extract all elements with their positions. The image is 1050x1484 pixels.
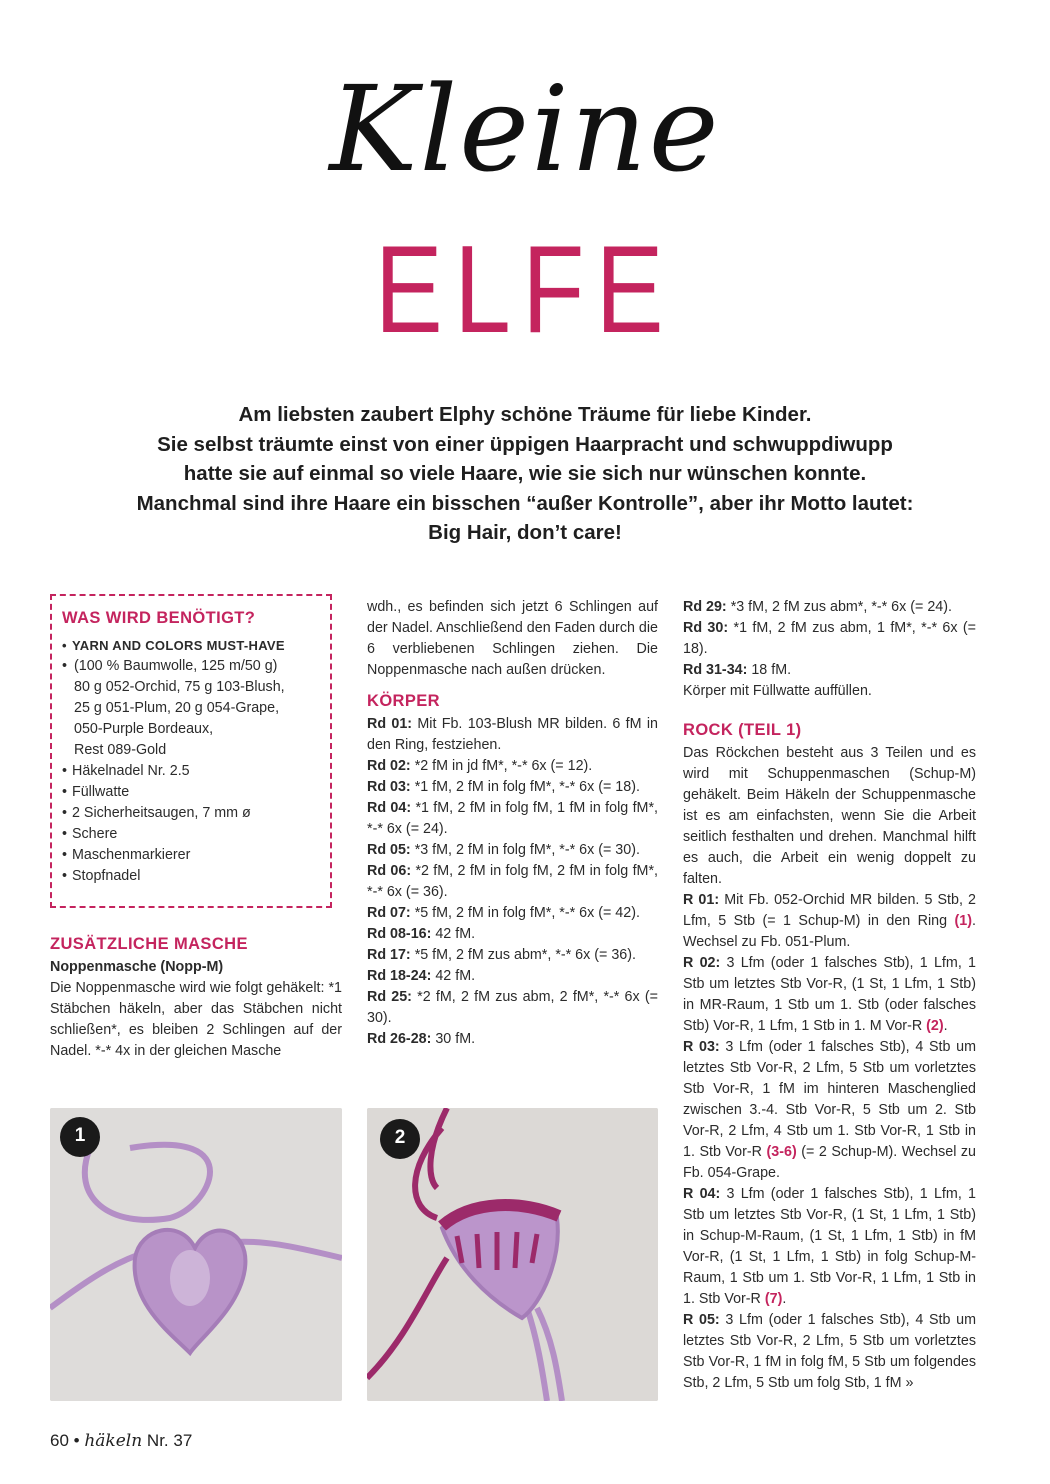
intro-text (60, 400, 990, 548)
body-heading: KÖRPER (367, 692, 440, 710)
row-text: *1 fM, 2 fM in folg fM*, *-* 6x (= 18). (414, 779, 640, 795)
skirt-row-r04: R 04: 3 Lfm (oder 1 falsches Stb), 1 Lfm, 1 Stb um letztes Stb Vor-R, (1 St, 1 Lfm, 1 Stb) in Schup-M-Raum, (1 St, 1 Lfm, 1 Stb) in fM Vor-R, (1 St, 1 Lfm, 1 Stb) in folg Schup-M-Raum, 1 Stb um 1. Stb Vor-R, 1 Lfm, 1 Stb in 1. Stb Vor-R (7). (683, 1186, 976, 1307)
pattern-row (367, 861, 658, 903)
yarn-details (62, 656, 320, 761)
row-text: *3 fM, 2 fM zus abm*, *-* 6x (= 24). (730, 599, 952, 615)
skirt-row-r05: R 05: 3 Lfm (oder 1 falsches Stb), 4 Stb um letztes Stb Vor-R, 2 Lfm, 5 Stb um vorletztes Stb Vor-R, 1 fM in folg fM, 5 Stb um folgendes Stb, 2 Lfm, 5 Stb um folg Stb, 1 fM » (683, 1312, 976, 1391)
requirement-item: • 2 Sicherheitsaugen, 7 mm ø (62, 803, 320, 824)
page-number: 60 (50, 1431, 69, 1450)
issue-number: Nr. 37 (146, 1431, 193, 1450)
skirt-row-r03: R 03: 3 Lfm (oder 1 falsches Stb), 4 Stb um letztes Stb Vor-R, 2 Lfm, 5 Stb um vorletztes Stb Vor-R, 1 fM im hinteren Maschenglied zwischen 3.-4. Stb Vor-R, 5 Stb um 2. Stb Vor-R, 2 Lfm, 4 Stb um 1. Stb Vor-R, 1 Stb in 1. Stb Vor-R (3-6) (= 2 Schup-M). Wechsel zu Fb. 054-Grape. (683, 1039, 976, 1181)
row-label: Rd 06: (367, 863, 412, 879)
pattern-row (367, 714, 658, 756)
requirement-item: • Maschenmarkierer (62, 845, 320, 866)
requirement-item: • Stopfnadel (62, 866, 320, 887)
column-2 (367, 597, 658, 1050)
pattern-row (367, 756, 658, 777)
row-label: Rd 04: (367, 800, 412, 816)
requirement-item: • Schere (62, 824, 320, 845)
pattern-row (367, 987, 658, 1029)
pattern-row (367, 1029, 658, 1050)
pattern-row (367, 966, 658, 987)
row-label: Rd 31-34: (683, 662, 748, 678)
extra-stitch-heading: ZUSÄTZLICHE MASCHE (50, 935, 248, 953)
intro-line: Big Hair, don’t care! (428, 521, 622, 544)
pattern-row (367, 924, 658, 945)
magazine-name: häkeln (84, 1431, 143, 1451)
row-text: 42 fM. (435, 968, 476, 984)
photo-step-2 (367, 1108, 658, 1401)
row-text: *2 fM, 2 fM zus abm, 2 fM*, *-* 6x (= 30). (367, 989, 658, 1026)
row-text: 18 fM. (751, 662, 792, 678)
photo-step-1 (50, 1108, 342, 1401)
photo-number-1: 1 (74, 1125, 86, 1146)
requirement-item: • Häkelnadel Nr. 2.5 (62, 761, 320, 782)
intro-line: Am liebsten zaubert Elphy schöne Träume für liebe Kinder. (238, 403, 812, 426)
footer-bullet: • (73, 1431, 80, 1450)
row-label: Rd 07: (367, 905, 411, 921)
row-text: *2 fM in jd fM*, *-* 6x (= 12). (414, 758, 593, 774)
crochet-photo-2 (367, 1108, 658, 1401)
skirt-intro: Das Röckchen besteht aus 3 Teilen und es wird mit Schuppenmaschen (Schup-M) gehäkelt. Beim Häkeln der Schuppenmasche ist es am einfachsten, wenn Sie die Arbeit seitlich festhalten und drehen. Manchmal hilft es auch, die Arbeit ein wenig doppelt zu falten. (683, 745, 976, 887)
row-text: 42 fM. (435, 926, 476, 942)
yarn-detail-line: • (100 % Baumwolle, 125 m/50 g) (74, 658, 278, 674)
row-text: *2 fM, 2 fM in folg fM, 2 fM in folg fM*, *-* 6x (= 36). (367, 863, 658, 900)
yarn-detail-line: 80 g 052-Orchid, 75 g 103-Blush, (74, 679, 285, 695)
extra-stitch-continuation: wdh., es befinden sich jetzt 6 Schlingen auf der Nadel. Anschließend den Faden durch die 6 verbliebenen Schlingen ziehen. Die Noppenmasche nach außen drücken. (367, 599, 658, 678)
row-label: Rd 18-24: (367, 968, 432, 984)
row-label: Rd 05: (367, 842, 411, 858)
skirt-row-r02: R 02: 3 Lfm (oder 1 falsches Stb), 1 Lfm, 1 Stb um letztes Stb Vor-R, (1 St, 1 Lfm, 1 Stb) in MR-Raum, 1 Stb um 1. Stb (oder falsches Stb) Vor-R, 1 Lfm, 1 Stb in 1. M Vor-R (2). (683, 955, 976, 1034)
body-rows (367, 714, 658, 1050)
row-label: Rd 30: (683, 620, 729, 636)
row-label: Rd 17: (367, 947, 411, 963)
row-label: Rd 02: (367, 758, 411, 774)
row-text: *5 fM, 2 fM zus abm*, *-* 6x (= 36). (414, 947, 636, 963)
intro-line: Sie selbst träumte einst von einer üppigen Haarpracht und schwuppdiwupp (157, 432, 893, 456)
row-label: Rd 01: (367, 716, 413, 732)
pattern-row (367, 903, 658, 924)
row-text: *3 fM, 2 fM in folg fM*, *-* 6x (= 30). (414, 842, 640, 858)
row-label: Rd 03: (367, 779, 411, 795)
row-text: *1 fM, 2 fM in folg fM, 1 fM in folg fM*, *-* 6x (= 24). (367, 800, 658, 837)
yarn-detail-line: 25 g 051-Plum, 20 g 054-Grape, (74, 700, 280, 716)
pattern-row (367, 945, 658, 966)
pattern-row (683, 618, 976, 660)
photo-number-2: 2 (394, 1127, 406, 1148)
row-text: 30 fM. (435, 1031, 476, 1047)
pattern-row (367, 777, 658, 798)
requirements-box (50, 594, 332, 908)
pattern-row (683, 597, 976, 618)
row-text: *1 fM, 2 fM zus abm, 1 fM*, *-* 6x (= 18). (683, 620, 976, 657)
extra-stitch-section (50, 934, 342, 1062)
extra-stitch-text: Die Noppenmasche wird wie folgt gehäkelt: *1 Stäbchen häkeln, aber das Stäbchen nicht schließen*, es bleiben 2 Schlingen auf der Nadel. *-* 4x in der gleichen Masche (50, 980, 342, 1059)
pattern-row (683, 660, 976, 681)
body-rows-continued (683, 597, 976, 681)
row-label: Rd 08-16: (367, 926, 432, 942)
intro-line: hatte sie auf einmal so viele Haare, wie sie sich nur wünschen konnte. (183, 462, 867, 485)
yarn-detail-line: Rest 089-Gold (74, 742, 167, 758)
row-text: Mit Fb. 103-Blush MR bilden. 6 fM in den Ring, festziehen. (367, 716, 658, 753)
intro-line: Manchmal sind ihre Haare ein bisschen “außer Kontrolle”, aber ihr Motto lautet: (136, 491, 914, 515)
pattern-row (367, 840, 658, 861)
row-label: Rd 26-28: (367, 1031, 432, 1047)
extra-stitch-subheading: Noppenmasche (Nopp-M) (50, 959, 224, 975)
body-note: Körper mit Füllwatte auffüllen. (683, 683, 872, 699)
title-script: Kleine (329, 60, 721, 198)
pattern-row (367, 798, 658, 840)
row-label: Rd 25: (367, 989, 412, 1005)
row-label: Rd 29: (683, 599, 727, 615)
page-footer (50, 1431, 192, 1451)
crochet-photo-1 (50, 1108, 342, 1401)
skirt-row-r01: R 01: Mit Fb. 052-Orchid MR bilden. 5 Stb, 2 Lfm, 5 Stb (= 1 Schup-M) in den Ring (1). Wechsel zu Fb. 051-Plum. (683, 892, 976, 950)
requirements-heading: WAS WIRD BENÖTIGT? (62, 609, 256, 627)
requirement-item: • Füllwatte (62, 782, 320, 803)
column-3 (683, 597, 976, 1394)
title-caps: ELFE (374, 221, 676, 359)
yarn-detail-line: 050-Purple Bordeaux, (74, 721, 214, 737)
yarn-title: • YARN AND COLORS MUST-HAVE (62, 635, 320, 656)
skirt-heading: ROCK (TEIL 1) (683, 721, 802, 739)
row-text: *5 fM, 2 fM in folg fM*, *-* 6x (= 42). (414, 905, 640, 921)
requirements-list (62, 635, 320, 887)
